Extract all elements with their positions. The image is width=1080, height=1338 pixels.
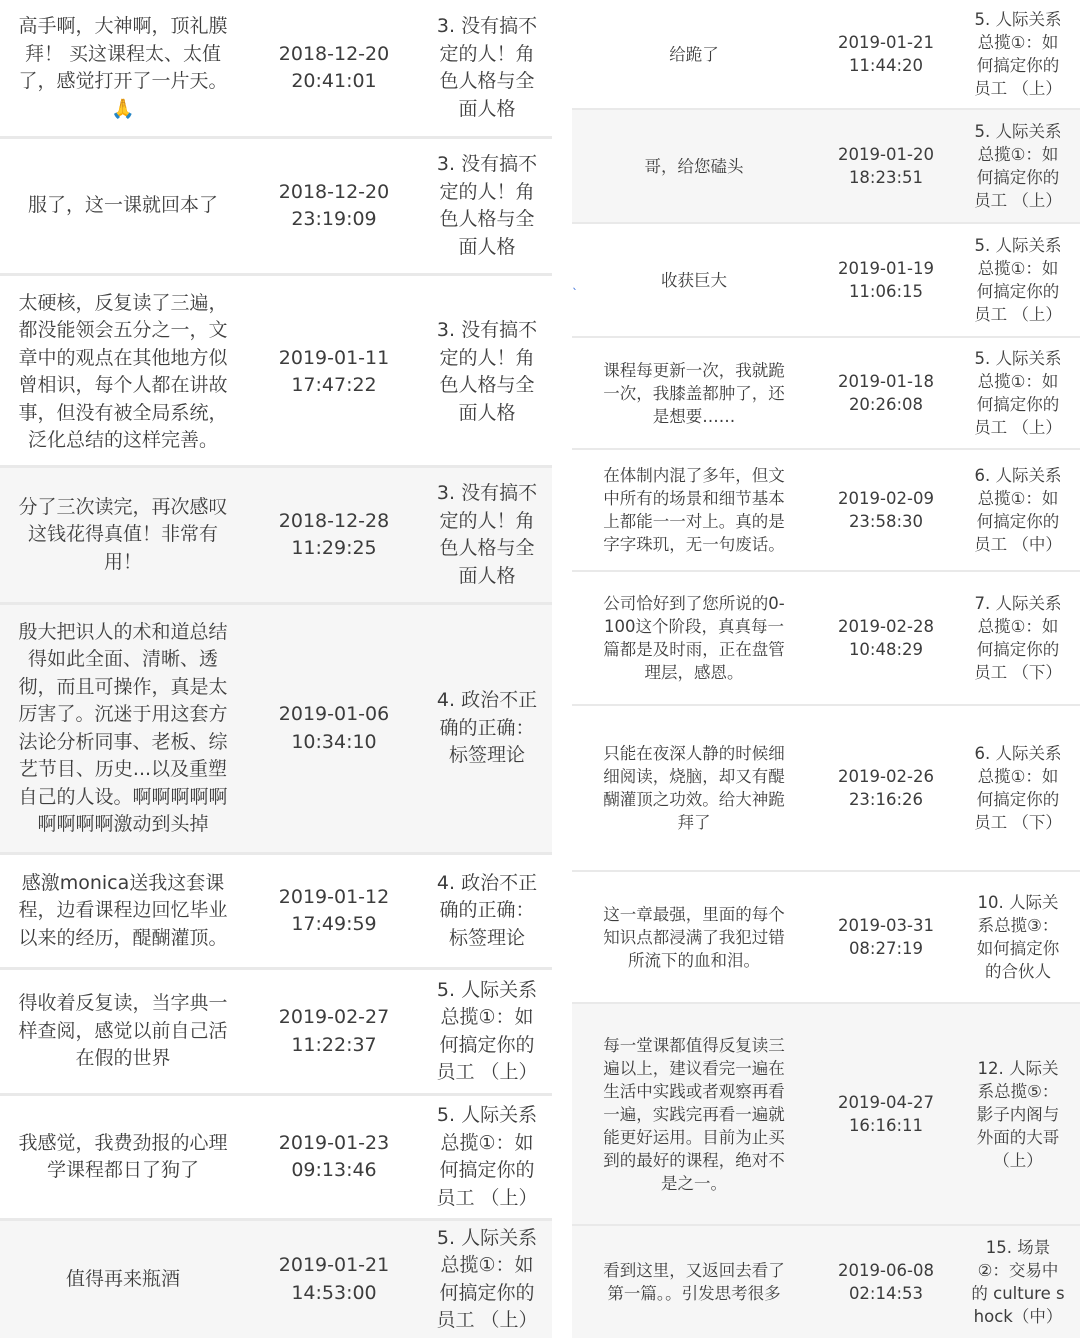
comment-row: [572, 450, 1080, 570]
comment-row: [0, 279, 552, 465]
comment-timestamp: 2018-12-20 20:41:01: [278, 42, 390, 92]
comment-timestamp: 2019-02-27 11:22:37: [278, 1006, 390, 1056]
comment-timestamp: 2019-01-18 20:26:08: [838, 372, 934, 414]
course-chapter: 3. 没有搞不 定的人！角 色人格与全 面人格: [436, 15, 538, 120]
comment-text: 课程每更新一次，我就跪 一次，我膝盖都肿了，还 是想要……: [603, 360, 785, 426]
comment-text: 公司恰好到了您所说的0- 100这个阶段，真真每一 篇都是及时雨，正在盘管 理层，感恩。: [603, 594, 785, 682]
comment-text: 在体制内混了多年，但文 中所有的场景和细节基本 上都能一一对上。真的是 字字珠玑，无一句废话。: [603, 466, 785, 554]
course-chapter: 5. 人际关系 总揽①：如 何搞定你的 员工 （上）: [974, 10, 1062, 98]
blue-tick-mark: ˎ: [572, 276, 578, 290]
comment-row: [572, 110, 1080, 222]
course-chapter: 5. 人际关系 总揽①：如 何搞定你的 员工 （上）: [436, 978, 538, 1083]
comment-text: 高手啊，大神啊，顶礼膜 拜！ 买这课程太、太值 了，感觉打开了一片天。 🙏: [18, 15, 228, 120]
comment-timestamp: 2019-02-09 23:58:30: [838, 489, 934, 531]
course-chapter: 15. 场景 ②：交易中 的 culture s hock（中）: [971, 1238, 1065, 1326]
comment-text: 我感觉，我费劲报的心理 学课程都日了狗了: [18, 1131, 228, 1181]
comment-text: 哥，给您磕头: [644, 156, 744, 176]
comment-text: 每一堂课都值得反复读三 遍以上，建议看完一遍在 生活中实践或者观察再看 一遍，实践完再看一遍就 能更好运用。目前为止买 到的最好的课程，绝对不 是之一。: [603, 1035, 785, 1193]
comment-row: [0, 970, 552, 1093]
course-chapter: 3. 没有搞不 定的人！角 色人格与全 面人格: [436, 319, 538, 424]
course-chapter: 6. 人际关系 总揽①：如 何搞定你的 员工 （下）: [974, 744, 1062, 832]
comment-row: [0, 139, 552, 273]
comment-text: 太硬核，反复读了三遍， 都没能领会五分之一，文 章中的观点在其他地方似 曾相识，每个人都在讲故 事，但没有被全局系统， 泛化总结的这样完善。: [18, 291, 228, 451]
course-chapter: 5. 人际关系 总揽①：如 何搞定你的 员工 （上）: [974, 349, 1062, 437]
course-chapter: 7. 人际关系 总揽①：如 何搞定你的 员工 （下）: [974, 594, 1062, 682]
comment-row: [572, 572, 1080, 704]
comment-row: [0, 0, 552, 136]
comment-row: [572, 0, 1080, 108]
comment-timestamp: 2019-01-11 17:47:22: [278, 346, 390, 396]
comment-text: 值得再来瓶酒: [65, 1267, 180, 1290]
comment-text: 得收着反复读，当字典一 样查阅，感觉以前自己活 在假的世界: [18, 992, 228, 1070]
comment-text: 服了，这一课就回本了: [27, 194, 218, 217]
course-chapter: 3. 没有搞不 定的人！角 色人格与全 面人格: [436, 153, 538, 258]
course-chapter: 5. 人际关系 总揽①：如 何搞定你的 员工 （上）: [436, 1104, 538, 1209]
comment-timestamp: 2019-01-06 10:34:10: [278, 703, 390, 753]
comment-timestamp: 2019-01-12 17:49:59: [278, 885, 390, 935]
comment-row: [0, 1096, 552, 1218]
comment-row: [572, 706, 1080, 870]
comment-text: 看到这里，又返回去看了 第一篇。。引发思考很多: [603, 1261, 785, 1303]
course-chapter: 5. 人际关系 总揽①：如 何搞定你的 员工 （上）: [974, 236, 1062, 324]
course-chapter: 4. 政治不正 确的正确： 标签理论: [436, 689, 538, 767]
comment-timestamp: 2018-12-28 11:29:25: [278, 509, 390, 559]
course-chapter: 10. 人际关 系总揽③： 如何搞定你 的合伙人: [976, 893, 1060, 981]
comment-row: [572, 224, 1080, 336]
comment-text: 只能在夜深人静的时候细 细阅读，烧脑，却又有醍 醐灌顶之功效。给大神跪 拜了: [603, 744, 785, 832]
comment-timestamp: 2019-06-08 02:14:53: [838, 1261, 934, 1303]
comment-row: [0, 855, 552, 967]
comment-timestamp: 2019-02-28 10:48:29: [838, 617, 934, 659]
comment-timestamp: 2018-12-20 23:19:09: [278, 180, 390, 230]
row-separator: [0, 273, 552, 276]
course-chapter: 6. 人际关系 总揽①：如 何搞定你的 员工 （中）: [974, 466, 1062, 554]
comment-timestamp: 2019-03-31 08:27:19: [838, 916, 934, 958]
comment-text: 殷大把识人的术和道总结 得如此全面、清晰、透 彻，而且可操作，真是太 厉害了。沉迷于用这套方 法论分析同事、老板、综 艺节目、历史...以及重塑 自己的人设。啊啊啊啊啊 啊啊啊啊激动到头掉: [18, 620, 228, 835]
comment-row: [572, 1226, 1080, 1338]
comment-text: 感激monica送我这套课 程，边看课程边回忆毕业 以来的经历，醍醐灌顶。: [18, 871, 228, 949]
comment-timestamp: 2019-01-20 18:23:51: [838, 145, 934, 187]
comment-row: [0, 468, 552, 602]
course-chapter: 4. 政治不正 确的正确： 标签理论: [436, 871, 538, 949]
comment-row: [572, 338, 1080, 448]
comment-text: 收获巨大: [661, 270, 727, 290]
comment-timestamp: 2019-04-27 16:16:11: [838, 1093, 934, 1135]
comment-timestamp: 2019-02-26 23:16:26: [838, 767, 934, 809]
comment-timestamp: 2019-01-19 11:06:15: [838, 259, 934, 301]
comment-row: [0, 605, 552, 852]
course-chapter: 5. 人际关系 总揽①：如 何搞定你的 员工 （上）: [436, 1226, 538, 1331]
course-chapter: 12. 人际关 系总揽⑤： 影子内阁与 外面的大哥 （上）: [976, 1058, 1060, 1170]
comment-timestamp: 2019-01-23 09:13:46: [278, 1131, 390, 1181]
comment-row: [0, 1221, 552, 1338]
comment-text: 给跪了: [669, 44, 719, 64]
comment-text: 分了三次读完，再次感叹 这钱花得真值！非常有 用！: [18, 495, 228, 573]
comment-timestamp: 2019-01-21 11:44:20: [838, 33, 934, 75]
course-chapter: 3. 没有搞不 定的人！角 色人格与全 面人格: [436, 482, 538, 587]
comment-row: [572, 872, 1080, 1002]
comment-text: 这一章最强，里面的每个 知识点都浸满了我犯过错 所流下的血和泪。: [603, 904, 785, 970]
comment-timestamp: 2019-01-21 14:53:00: [278, 1254, 390, 1304]
comment-row: [572, 1004, 1080, 1224]
course-chapter: 5. 人际关系 总揽①：如 何搞定你的 员工 （上）: [974, 122, 1062, 210]
